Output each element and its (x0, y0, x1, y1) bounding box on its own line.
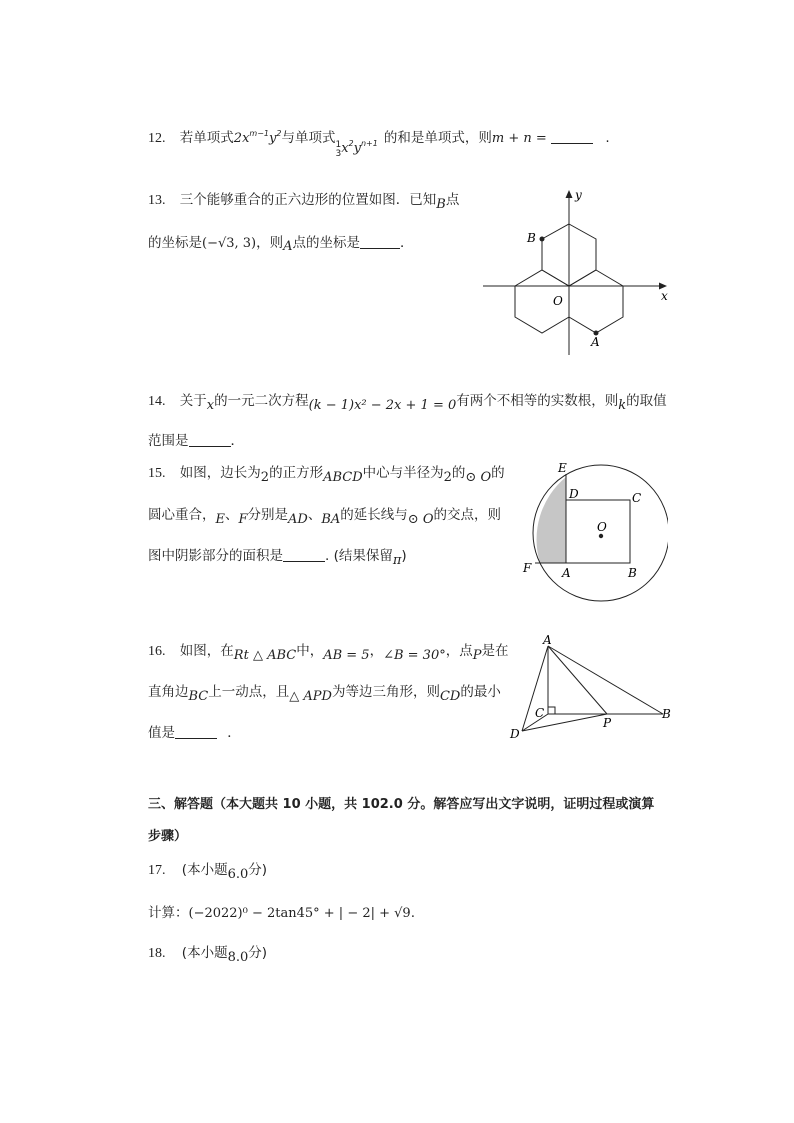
segment-ab (548, 646, 663, 714)
right-angle-mark (548, 707, 555, 714)
question-15-line-2: 圆心重合，E、F分别是AD、BA的延长线与⊙ O的交点，则 (148, 507, 501, 527)
question-16-line-1: 16. 如图，在Rt △ ABC中，AB = 5，∠B = 30°，点P是在 (148, 643, 509, 663)
section-3-header-cont: 步骤） (148, 829, 188, 844)
question-17-body: 计算：(−2022)⁰ − 2tan45° + | − 2| + √9. (148, 905, 416, 921)
question-13-line-2: 的坐标是(−√3, 3)，则A点的坐标是 ． (148, 235, 414, 254)
triangle-figure (505, 634, 680, 744)
question-12: 12. 若单项式$2x^{m-1}y^2$与单项式 1 3 $x_2y_{n+1}$ 的和是单项式，则m + n = . (148, 129, 610, 159)
label-b: B (527, 231, 536, 245)
question-16-line-2: 直角边BC上一动点，且△ APD为等边三角形，则CD的最小 (148, 684, 501, 704)
answer-blank (360, 236, 400, 249)
question-15-line-3: 图中阴影部分的面积是 . (结果保留π) (148, 548, 407, 568)
question-number: 14. (148, 394, 166, 409)
label-d: D (569, 487, 579, 501)
label-a: A (543, 634, 552, 647)
question-number: 12. (148, 131, 166, 146)
shaded-region (537, 477, 566, 563)
circle-square-figure (518, 458, 668, 610)
label-a: A (562, 566, 571, 580)
answer-blank (551, 131, 593, 144)
point-b (540, 237, 545, 242)
label-o: O (597, 520, 607, 534)
question-number: 16. (148, 644, 166, 659)
answer-blank (283, 549, 325, 562)
label-d: D (510, 727, 520, 741)
hexagon-figure (480, 185, 675, 360)
question-number: 13. (148, 193, 166, 208)
center-o (599, 534, 603, 538)
label-o: O (553, 294, 563, 308)
segment-ap (548, 646, 607, 714)
question-14-line-2: 范围是 ． (148, 433, 244, 449)
label-b: B (662, 707, 671, 721)
label-b: B (628, 566, 637, 580)
question-16-line-3: 值是 ． (148, 725, 241, 741)
question-number: 15. (148, 466, 166, 481)
fraction: 1 3 (335, 140, 342, 159)
question-18-heading: 18. (本小题8.0分) (148, 945, 268, 965)
label-c: C (632, 491, 642, 505)
question-number: 18. (148, 946, 166, 961)
label-y: y (575, 188, 582, 202)
question-15-line-1: 15. 如图，边长为2的正方形ABCD中心与半径为2的⊙ O的 (148, 465, 505, 485)
y-axis-arrow (566, 190, 573, 198)
question-13-line-1: 13. 三个能够重合的正六边形的位置如图．已知B点 (148, 192, 460, 212)
question-17-heading: 17. (本小题6.0分) (148, 862, 268, 882)
label-c: C (535, 706, 545, 720)
hexagon-right (569, 270, 623, 333)
section-3-header: 三、解答题（本大题共 10 小题，共 102.0 分。解答应写出文字说明，证明过程或演算 (148, 797, 655, 812)
label-f: F (523, 561, 532, 575)
label-a: A (591, 335, 600, 349)
label-p: P (603, 716, 612, 730)
question-number: 17. (148, 863, 166, 878)
label-e: E (558, 461, 567, 475)
answer-blank (175, 726, 217, 739)
label-x: x (661, 289, 668, 303)
question-14-line-1: 14. 关于x的一元二次方程(k − 1)x² − 2x + 1 = 0有两个不相等的实数根，则k的取值 (148, 393, 667, 413)
answer-blank (189, 434, 231, 447)
